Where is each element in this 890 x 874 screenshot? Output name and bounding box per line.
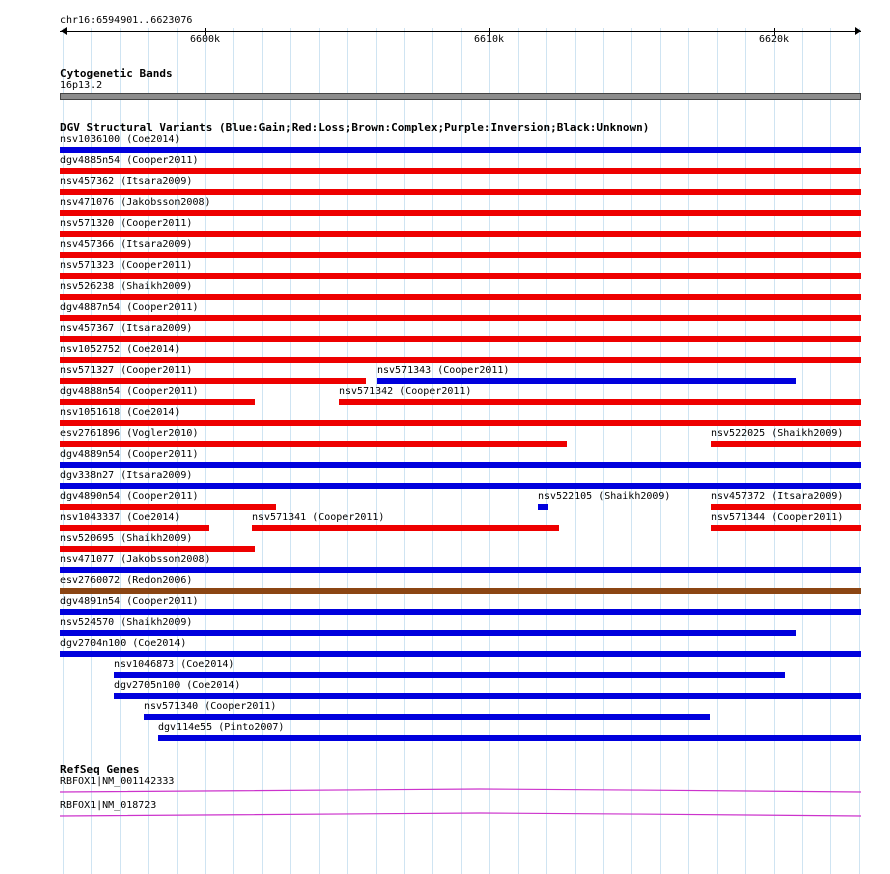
variant-label: nsv571341 (Cooper2011) <box>252 512 385 523</box>
grid-line <box>262 28 263 874</box>
variant-label: nsv571342 (Cooper2011) <box>339 386 472 397</box>
variant-feature-loss[interactable] <box>60 420 861 426</box>
grid-line <box>432 28 433 874</box>
variant-label: esv2761896 (Vogler2010) <box>60 428 199 439</box>
variant-feature-complex[interactable] <box>60 588 861 594</box>
grid-line <box>745 28 746 874</box>
grid-line <box>603 28 604 874</box>
variant-label: nsv1043337 (Coe2014) <box>60 512 181 523</box>
variant-label: nsv571343 (Cooper2011) <box>377 365 510 376</box>
variant-label: esv2760072 (Redon2006) <box>60 575 193 586</box>
variant-feature-gain[interactable] <box>60 462 861 468</box>
position-label: chr16:6594901..6623076 <box>60 15 193 26</box>
variant-feature-gain[interactable] <box>60 567 861 573</box>
variant-feature-gain[interactable] <box>538 504 548 510</box>
variant-label: nsv471076 (Jakobsson2008) <box>60 197 211 208</box>
grid-line <box>347 28 348 874</box>
variant-label: nsv471077 (Jakobsson2008) <box>60 554 211 565</box>
variant-label: nsv1052752 (Coe2014) <box>60 344 181 355</box>
variant-feature-loss[interactable] <box>711 525 861 531</box>
grid-line <box>404 28 405 874</box>
variant-label: nsv571320 (Cooper2011) <box>60 218 193 229</box>
gene-label: RBFOX1|NM_001142333 <box>60 776 175 787</box>
grid-line <box>290 28 291 874</box>
variant-feature-loss[interactable] <box>60 210 861 216</box>
variant-feature-gain[interactable] <box>60 609 861 615</box>
variant-feature-loss[interactable] <box>60 168 861 174</box>
variant-label: dgv4885n54 (Cooper2011) <box>60 155 199 166</box>
variant-label: nsv522105 (Shaikh2009) <box>538 491 671 502</box>
variant-label: nsv457362 (Itsara2009) <box>60 176 193 187</box>
variant-feature-gain[interactable] <box>60 147 861 153</box>
variant-label: nsv457366 (Itsara2009) <box>60 239 193 250</box>
variant-feature-loss[interactable] <box>60 399 255 405</box>
variant-label: dgv338n27 (Itsara2009) <box>60 470 193 481</box>
gene-feature[interactable] <box>60 786 861 798</box>
variant-feature-loss[interactable] <box>60 231 861 237</box>
variant-label: nsv571344 (Cooper2011) <box>711 512 844 523</box>
variant-label: nsv1036100 (Coe2014) <box>60 134 181 145</box>
variant-feature-loss[interactable] <box>60 441 567 447</box>
variant-label: nsv522025 (Shaikh2009) <box>711 428 844 439</box>
variant-feature-loss[interactable] <box>60 504 276 510</box>
variant-feature-loss[interactable] <box>60 357 861 363</box>
variant-label: nsv520695 (Shaikh2009) <box>60 533 193 544</box>
variant-label: nsv571323 (Cooper2011) <box>60 260 193 271</box>
grid-line <box>859 28 860 874</box>
grid-line <box>518 28 519 874</box>
variant-label: dgv4889n54 (Cooper2011) <box>60 449 199 460</box>
variant-feature-loss[interactable] <box>60 189 861 195</box>
gene-feature[interactable] <box>60 810 861 822</box>
grid-line <box>233 28 234 874</box>
variant-label: nsv1046873 (Coe2014) <box>114 659 235 670</box>
variant-label: dgv4888n54 (Cooper2011) <box>60 386 199 397</box>
variant-feature-loss[interactable] <box>339 399 861 405</box>
grid-line <box>717 28 718 874</box>
variant-feature-gain[interactable] <box>60 483 861 489</box>
grid-line <box>631 28 632 874</box>
grid-line <box>376 28 377 874</box>
variant-feature-loss[interactable] <box>60 315 861 321</box>
grid-line <box>660 28 661 874</box>
variant-label: nsv526238 (Shaikh2009) <box>60 281 193 292</box>
variant-label: dgv2704n100 (Coe2014) <box>60 638 187 649</box>
grid-line <box>461 28 462 874</box>
variant-label: nsv524570 (Shaikh2009) <box>60 617 193 628</box>
variant-label: dgv4887n54 (Cooper2011) <box>60 302 199 313</box>
variant-label: nsv571340 (Cooper2011) <box>144 701 277 712</box>
variant-feature-loss[interactable] <box>60 252 861 258</box>
variant-label: nsv457367 (Itsara2009) <box>60 323 193 334</box>
grid-line <box>802 28 803 874</box>
variant-feature-loss[interactable] <box>60 294 861 300</box>
grid-line <box>774 28 775 874</box>
variant-feature-gain[interactable] <box>60 651 861 657</box>
variant-label: dgv114e55 (Pinto2007) <box>158 722 285 733</box>
cytoband-label: 16p13.2 <box>60 80 103 91</box>
ruler-tick-label: 6610k <box>473 34 505 45</box>
variant-feature-loss[interactable] <box>60 378 366 384</box>
variant-feature-loss[interactable] <box>711 504 861 510</box>
ruler-tick-label: 6600k <box>189 34 221 45</box>
track-title-cytobands: Cytogenetic Bands <box>60 67 173 80</box>
cytoband-bar[interactable] <box>60 93 861 100</box>
variant-feature-loss[interactable] <box>60 273 861 279</box>
variant-feature-gain[interactable] <box>158 735 861 741</box>
variant-feature-gain[interactable] <box>60 630 796 636</box>
grid-line <box>546 28 547 874</box>
variant-label: nsv1051618 (Coe2014) <box>60 407 181 418</box>
variant-label: dgv2705n100 (Coe2014) <box>114 680 241 691</box>
track-title-refseq: RefSeq Genes <box>60 763 140 776</box>
variant-feature-loss[interactable] <box>252 525 559 531</box>
variant-label: dgv4891n54 (Cooper2011) <box>60 596 199 607</box>
variant-label: dgv4890n54 (Cooper2011) <box>60 491 199 502</box>
variant-feature-loss[interactable] <box>711 441 861 447</box>
scroll-left-arrow-icon[interactable] <box>61 27 67 35</box>
grid-line <box>688 28 689 874</box>
variant-label: nsv457372 (Itsara2009) <box>711 491 844 502</box>
grid-line <box>575 28 576 874</box>
scroll-right-arrow-icon[interactable] <box>855 27 861 35</box>
variant-feature-gain[interactable] <box>377 378 796 384</box>
variant-feature-gain[interactable] <box>144 714 710 720</box>
grid-line <box>489 28 490 874</box>
grid-line <box>319 28 320 874</box>
variant-label: nsv571327 (Cooper2011) <box>60 365 193 376</box>
variant-feature-loss[interactable] <box>60 525 209 531</box>
grid-line <box>205 28 206 874</box>
track-title-dgv: DGV Structural Variants (Blue:Gain;Red:Loss;Brown:Complex;Purple:Inversion;Black:Unknown) <box>60 121 650 134</box>
variant-feature-loss[interactable] <box>60 546 255 552</box>
variant-feature-gain[interactable] <box>114 672 785 678</box>
variant-feature-loss[interactable] <box>60 336 861 342</box>
ruler-line <box>60 31 861 32</box>
ruler-tick-label: 6620k <box>758 34 790 45</box>
variant-feature-gain[interactable] <box>114 693 861 699</box>
grid-line <box>830 28 831 874</box>
gene-label: RBFOX1|NM_018723 <box>60 800 157 811</box>
